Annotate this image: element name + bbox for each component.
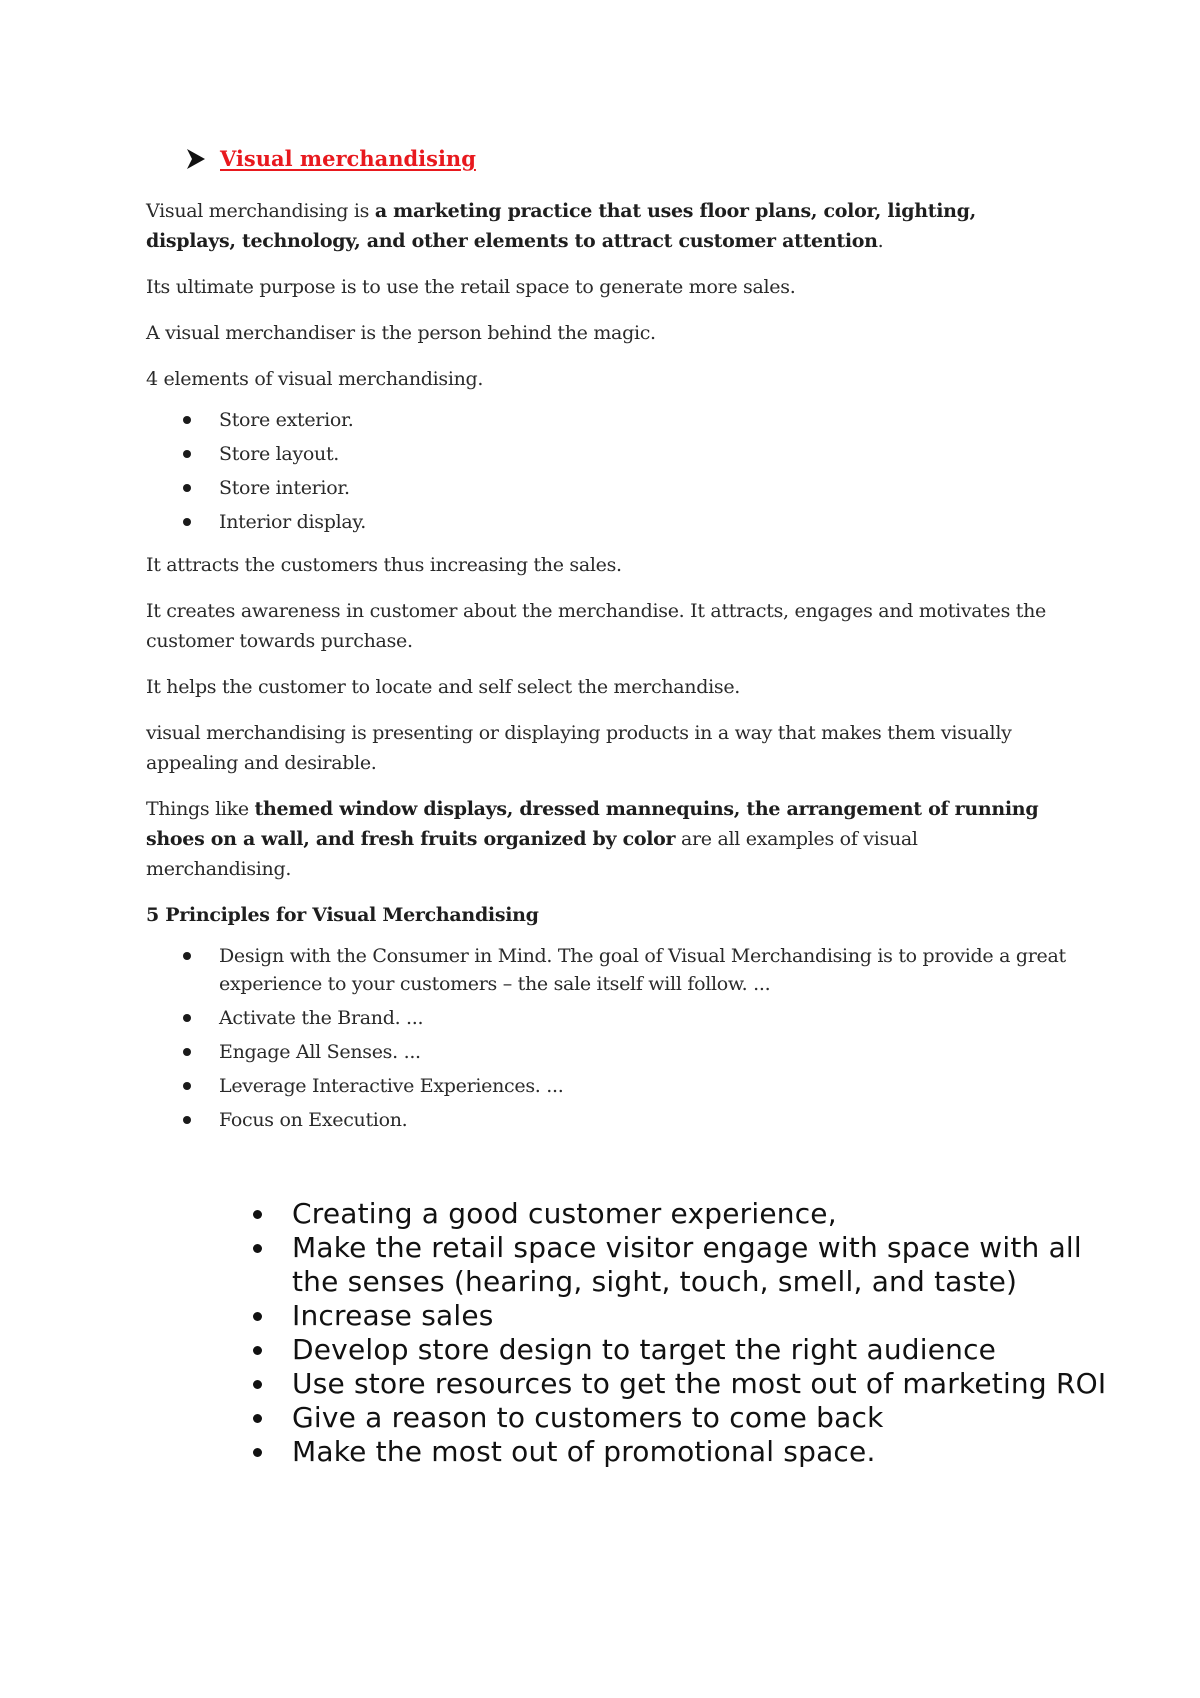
bullet-icon	[183, 1116, 191, 1124]
bullet-icon	[253, 1346, 262, 1355]
list-item	[232, 1367, 1132, 1401]
list-item-text: Make the retail space visitor engage with space with all the senses (hearing, sight, touch, smell, and taste)	[292, 1231, 1082, 1298]
principles-heading: 5 Principles for Visual Merchandising	[146, 904, 539, 926]
list-item-text: Increase sales	[292, 1299, 494, 1332]
bullet-icon	[183, 416, 191, 424]
locate-paragraph: It helps the customer to locate and self select the merchandise.	[146, 676, 741, 698]
examples-paragraph	[146, 794, 1066, 884]
list-item	[232, 1435, 1132, 1469]
list-item	[232, 1197, 1132, 1231]
examples-bold: themed window displays, dressed mannequins, the arrangement of running shoes on a wall, and fresh fruits organized by color	[146, 798, 1039, 850]
bullet-icon	[183, 1014, 191, 1022]
intro-lead: Visual merchandising is	[146, 200, 375, 222]
list-item-text: Leverage Interactive Experiences. ...	[219, 1075, 564, 1097]
list-item	[146, 474, 1066, 502]
merchandiser-paragraph: A visual merchandiser is the person behind the magic.	[146, 322, 656, 344]
document-body	[146, 196, 1066, 1148]
list-item-text: Store interior.	[219, 477, 350, 499]
heading-title: Visual merchandising	[220, 146, 476, 171]
list-item-text: Engage All Senses. ...	[219, 1041, 421, 1063]
list-item-text: Use store resources to get the most out of marketing ROI	[292, 1367, 1107, 1400]
bullet-icon	[253, 1380, 262, 1389]
list-item-text: Interior display.	[219, 511, 367, 533]
bullet-icon	[253, 1312, 262, 1321]
list-item	[146, 508, 1066, 536]
bullet-icon	[183, 1082, 191, 1090]
bullet-icon	[183, 484, 191, 492]
list-item	[146, 1106, 1066, 1134]
list-item	[232, 1401, 1132, 1435]
list-item	[146, 1072, 1066, 1100]
list-item	[146, 1004, 1066, 1032]
heading-row	[186, 146, 476, 171]
goals-list	[232, 1197, 1132, 1469]
list-item-text: Focus on Execution.	[219, 1109, 408, 1131]
awareness-paragraph: It creates awareness in customer about the merchandise. It attracts, engages and motivates the customer towards purchase.	[146, 600, 1046, 652]
elements-label: 4 elements of visual merchandising.	[146, 368, 484, 390]
intro-bold: a marketing practice that uses floor plans, color, lighting, displays, technology, and other elements to attract customer attention	[146, 200, 976, 252]
list-item-text: Design with the Consumer in Mind. The goal of Visual Merchandising is to provide a great experience to your customers – the sale itself will follow. ...	[219, 945, 1066, 995]
examples-lead: Things like	[146, 798, 255, 820]
list-item-text: Store exterior.	[219, 409, 354, 431]
bullet-icon	[183, 450, 191, 458]
list-item	[146, 1038, 1066, 1066]
list-item-text: Activate the Brand. ...	[219, 1007, 424, 1029]
list-item-text: Make the most out of promotional space.	[292, 1435, 876, 1468]
bullet-icon	[253, 1244, 262, 1253]
list-item-text: Store layout.	[219, 443, 340, 465]
bullet-icon	[253, 1210, 262, 1219]
list-item	[146, 406, 1066, 434]
list-item	[232, 1333, 1132, 1367]
attracts-paragraph: It attracts the customers thus increasing the sales.	[146, 554, 622, 576]
definition-paragraph: visual merchandising is presenting or displaying products in a way that makes them visually appealing and desirable.	[146, 722, 1012, 774]
arrow-bullet-icon	[186, 148, 206, 170]
bullet-icon	[183, 518, 191, 526]
list-item-text: Give a reason to customers to come back	[292, 1401, 884, 1434]
examples-tail: are all examples of visual merchandising.	[146, 828, 918, 880]
list-item-text: Develop store design to target the right audience	[292, 1333, 997, 1366]
list-item-text: Creating a good customer experience,	[292, 1197, 837, 1230]
purpose-paragraph: Its ultimate purpose is to use the retail space to generate more sales.	[146, 276, 796, 298]
list-item	[232, 1231, 1132, 1299]
list-item	[146, 440, 1066, 468]
principles-list	[146, 942, 1066, 1134]
bullet-icon	[183, 1048, 191, 1056]
list-item	[232, 1299, 1132, 1333]
list-item	[146, 942, 1066, 998]
elements-list	[146, 406, 1066, 536]
bullet-icon	[183, 952, 191, 960]
bullet-icon	[253, 1448, 262, 1457]
intro-paragraph	[146, 196, 1066, 256]
bullet-icon	[253, 1414, 262, 1423]
intro-tail: .	[877, 230, 884, 252]
